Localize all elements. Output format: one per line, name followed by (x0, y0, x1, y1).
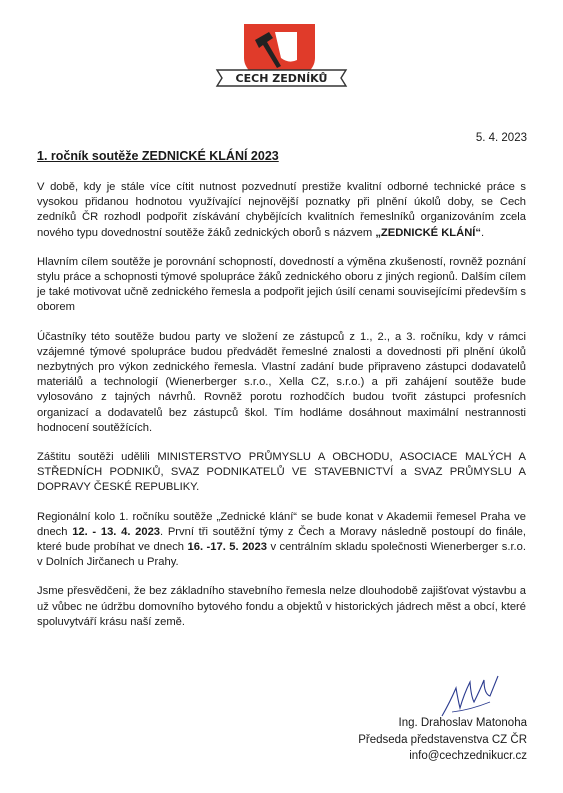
signature-block (358, 715, 527, 765)
signer-email[interactable]: info@cechzednikucr.cz (409, 750, 527, 762)
document-body (37, 180, 526, 644)
logo-text: CECH ZEDNÍKŮ (235, 72, 328, 85)
paragraph-goals: Hlavním cílem soutěže je porovnání schopností, dovedností a výměna zkušeností, rovněž poznání stylu práce a schopnosti týmové spolupráce žáků zednického oboru z jiných regionů. Dalším cílem je také motivovat učně zednického řemesla a podpořit jejich úsilí cenami souvisejícími především s oborem (37, 255, 526, 314)
document-title: 1. ročník soutěže ZEDNICKÉ KLÁNÍ 2023 (37, 149, 279, 163)
cech-zedniku-logo (211, 20, 352, 94)
document-date: 5. 4. 2023 (475, 132, 527, 144)
paragraph-dates: Regionální kolo 1. ročníku soutěže „Zednické klání“ se bude konat v Akademii řemesel Praha ve dnech 12. - 13. 4. 2023. První tři soutěžní týmy z Čech a Moravy následně postoupí do finále, které bude probíhat ve dnech 16. -17. 5. 2023 v centrálním skladu společnosti Wienerberger s.r.o. v Dolních Jirčanech u Prahy. (37, 510, 527, 569)
signer-role: Předseda představenstva CZ ČR (358, 733, 527, 746)
final-round-dates: 16. -17. 5. 2023 (187, 541, 267, 554)
handwritten-signature (440, 672, 500, 720)
paragraph-closing: Jsme přesvědčeni, že bez základního stavebního řemesla nelze dlouhodobě zajišťovat výstavbu a už vůbec ne údržbu domovního bytového fondu a objektů v historických jádrech měst a obcí, které spoluvytváří krásu naší země. (37, 585, 526, 628)
paragraph-patronage: Záštitu soutěži udělili MINISTERSTVO PRŮMYSLU A OBCHODU, ASOCIACE MALÝCH A STŘEDNÍCH PODNIKŮ, SVAZ PODNIKATELŮ VE STAVEBNICTVÍ a SVAZ PRŮMYSLU A DOPRAVY ČESKÉ REPUBLIKY. (37, 451, 526, 494)
competition-name: „ZEDNICKÉ KLÁNÍ“ (375, 226, 481, 239)
paragraph-intro: V době, kdy je stále více cítit nutnost pozvednutí prestiže kvalitní odborné technické práce s vysokou přidanou hodnotou využívající nejnovější poznatky při plnění úkolů doby, se Cech zedníků ČR rozhodl podpořit získávání chybějících kvalitních řemeslníků organizováním zcela nového typu dovednostní soutěže žáků zednických oborů s názvem „ZEDNICKÉ KLÁNÍ“. (37, 181, 526, 239)
signer-name: Ing. Drahoslav Matonoha (398, 717, 527, 729)
regional-round-dates: 12. - 13. 4. 2023 (72, 525, 161, 538)
paragraph-participants: Účastníky této soutěže budou party ve složení ze zástupců z 1., 2., a 3. ročníku, kdy v rámci vzájemné týmové spolupráce budou předvádět řemeslné znalosti a dovednosti při plnění úkolů nezbytných pro výkon zednického řemesla. Vlastní zadání bude připraveno zástupci dodavatelů materiálů a technologií (Wienerberger s.r.o., Xella CZ, s.r.o.) a při zahájení soutěže bude vylosováno z tajných návrhů. Rovněž porotu rozhodčích budou tvořit zástupci profesních organizací a dodavatelů bez zástupců škol. Tím hodláme dosáhnout maximální nestrannosti hodnocení soutěžících. (37, 330, 526, 434)
